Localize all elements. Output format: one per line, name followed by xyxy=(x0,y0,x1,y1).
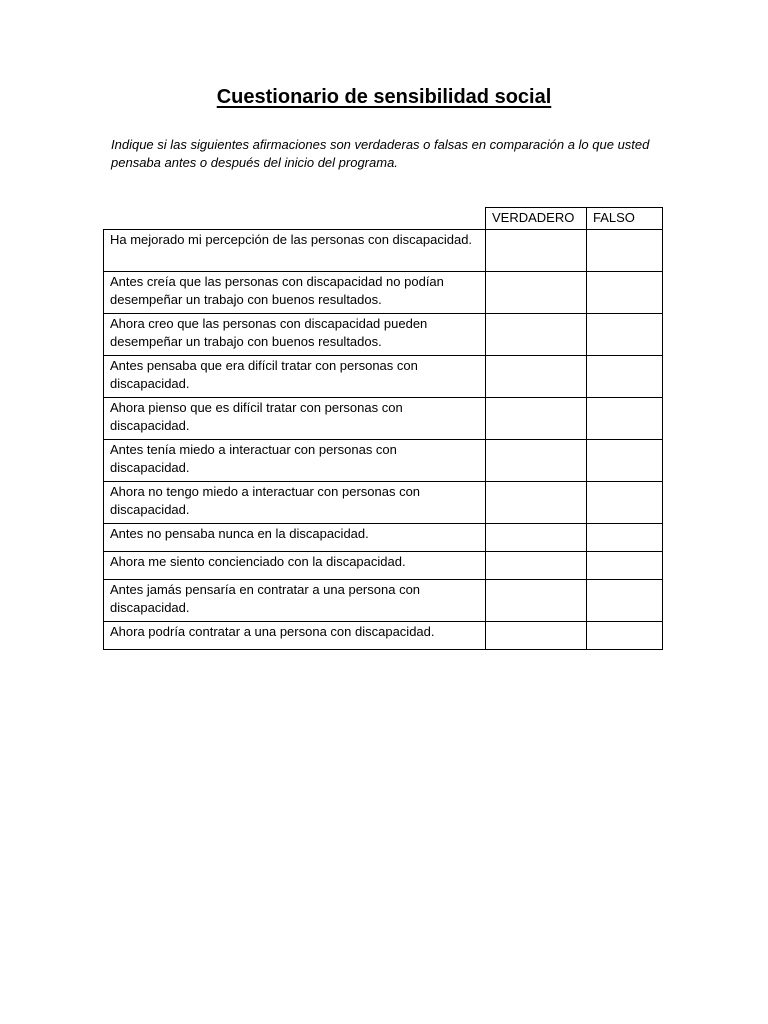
table-row xyxy=(104,440,663,482)
statement-cell: Antes no pensaba nunca en la discapacidad. xyxy=(104,524,486,552)
statement-cell: Antes pensaba que era difícil tratar con personas con discapacidad. xyxy=(104,356,486,398)
falso-checkbox-cell[interactable] xyxy=(587,524,663,552)
table-row xyxy=(104,482,663,524)
verdadero-checkbox-cell[interactable] xyxy=(486,356,587,398)
table-header-row xyxy=(104,208,663,230)
table-row xyxy=(104,356,663,398)
statement-cell: Ahora podría contratar a una persona con discapacidad. xyxy=(104,622,486,650)
falso-checkbox-cell[interactable] xyxy=(587,622,663,650)
falso-checkbox-cell[interactable] xyxy=(587,272,663,314)
verdadero-checkbox-cell[interactable] xyxy=(486,398,587,440)
falso-checkbox-cell[interactable] xyxy=(587,356,663,398)
falso-checkbox-cell[interactable] xyxy=(587,440,663,482)
verdadero-checkbox-cell[interactable] xyxy=(486,230,587,272)
falso-checkbox-cell[interactable] xyxy=(587,482,663,524)
statement-cell: Ahora no tengo miedo a interactuar con personas con discapacidad. xyxy=(104,482,486,524)
falso-checkbox-cell[interactable] xyxy=(587,230,663,272)
statement-cell: Antes jamás pensaría en contratar a una persona con discapacidad. xyxy=(104,580,486,622)
falso-checkbox-cell[interactable] xyxy=(587,552,663,580)
verdadero-checkbox-cell[interactable] xyxy=(486,580,587,622)
instructions-text: Indique si las siguientes afirmaciones son verdaderas o falsas en comparación a lo que usted pensaba antes o después del inicio del programa. xyxy=(111,137,650,170)
verdadero-checkbox-cell[interactable] xyxy=(486,482,587,524)
header-blank-cell xyxy=(104,208,486,230)
verdadero-checkbox-cell[interactable] xyxy=(486,272,587,314)
table-row xyxy=(104,230,663,272)
table-row xyxy=(104,580,663,622)
statement-cell: Ahora creo que las personas con discapacidad pueden desempeñar un trabajo con buenos resultados. xyxy=(104,314,486,356)
table-row xyxy=(104,398,663,440)
falso-checkbox-cell[interactable] xyxy=(587,314,663,356)
verdadero-checkbox-cell[interactable] xyxy=(486,314,587,356)
column-header-falso: FALSO xyxy=(587,208,663,230)
table-row xyxy=(104,622,663,650)
statement-cell: Ha mejorado mi percepción de las personas con discapacidad. xyxy=(104,230,486,272)
table-row xyxy=(104,272,663,314)
table-row xyxy=(104,552,663,580)
statement-cell: Ahora me siento concienciado con la discapacidad. xyxy=(104,552,486,580)
questionnaire-table xyxy=(103,207,663,650)
statement-cell: Antes tenía miedo a interactuar con personas con discapacidad. xyxy=(104,440,486,482)
verdadero-checkbox-cell[interactable] xyxy=(486,524,587,552)
statement-cell: Antes creía que las personas con discapacidad no podían desempeñar un trabajo con buenos resultados. xyxy=(104,272,486,314)
falso-checkbox-cell[interactable] xyxy=(587,580,663,622)
table-row xyxy=(104,314,663,356)
statement-cell: Ahora pienso que es difícil tratar con personas con discapacidad. xyxy=(104,398,486,440)
verdadero-checkbox-cell[interactable] xyxy=(486,440,587,482)
falso-checkbox-cell[interactable] xyxy=(587,398,663,440)
verdadero-checkbox-cell[interactable] xyxy=(486,552,587,580)
page-title: Cuestionario de sensibilidad social xyxy=(216,86,552,108)
table-row xyxy=(104,524,663,552)
verdadero-checkbox-cell[interactable] xyxy=(486,622,587,650)
column-header-verdadero: VERDADERO xyxy=(486,208,587,230)
